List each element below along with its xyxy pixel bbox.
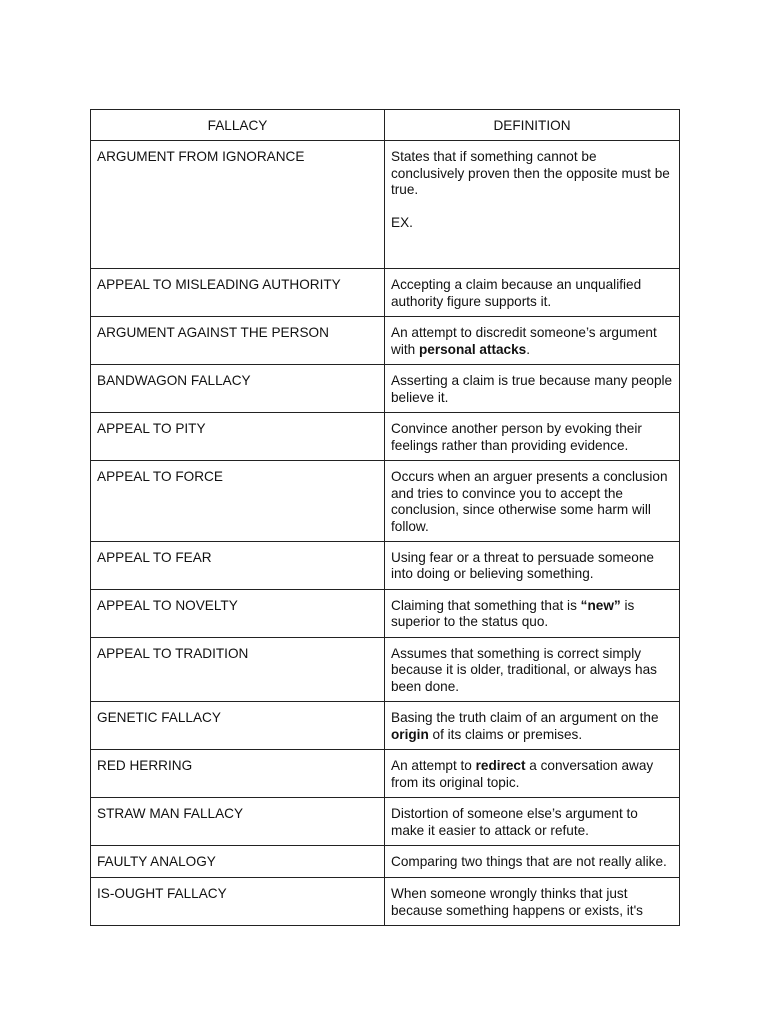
definition-text: Occurs when an arguer presents a conclusion and tries to convince you to accept the conclusion, since otherwise some harm will follow.	[391, 469, 668, 534]
definition-emphasis: origin	[391, 726, 429, 742]
fallacy-name: BANDWAGON FALLACY	[91, 365, 385, 413]
fallacy-name: RED HERRING	[91, 750, 385, 798]
table-row	[91, 878, 680, 926]
definition-text: Distortion of someone else’s argument to make it easier to attack or refute.	[391, 806, 638, 838]
table-row	[91, 269, 680, 317]
fallacy-name: FAULTY ANALOGY	[91, 846, 385, 878]
table-row	[91, 846, 680, 878]
fallacy-definition	[385, 413, 680, 461]
fallacy-definition	[385, 141, 680, 269]
fallacy-name: APPEAL TO PITY	[91, 413, 385, 461]
table-row	[91, 317, 680, 365]
definition-example: EX.	[391, 214, 413, 230]
definition-text: Asserting a claim is true because many people believe it.	[391, 373, 673, 405]
fallacy-definition	[385, 846, 680, 878]
fallacy-name: ARGUMENT FROM IGNORANCE	[91, 141, 385, 269]
fallacy-name: ARGUMENT AGAINST THE PERSON	[91, 317, 385, 365]
definition-text: Claiming that something that is	[391, 598, 581, 614]
definition-text-end: is superior to the status quo.	[391, 598, 635, 630]
definition-text: Convince another person by evoking their feelings rather than providing evidence.	[391, 421, 642, 453]
fallacy-definition	[385, 702, 680, 750]
fallacy-name: APPEAL TO NOVELTY	[91, 590, 385, 638]
table-row	[91, 798, 680, 846]
fallacy-definition	[385, 542, 680, 590]
document-page	[90, 109, 679, 926]
definition-text: Basing the truth claim of an argument on the	[391, 710, 659, 726]
fallacy-definition	[385, 798, 680, 846]
fallacy-definition	[385, 365, 680, 413]
table-row	[91, 638, 680, 702]
fallacy-definition	[385, 461, 680, 542]
definition-emphasis: redirect	[475, 758, 526, 774]
fallacy-definition	[385, 269, 680, 317]
definition-text-end: .	[526, 341, 531, 357]
definition-emphasis: personal attacks	[418, 341, 527, 357]
table-row	[91, 590, 680, 638]
fallacy-name: APPEAL TO FEAR	[91, 542, 385, 590]
table-row	[91, 413, 680, 461]
fallacy-definition	[385, 590, 680, 638]
fallacy-table	[90, 109, 680, 926]
fallacy-definition	[385, 638, 680, 702]
table-row	[91, 141, 680, 269]
column-header-fallacy: FALLACY	[91, 110, 385, 141]
header-row	[91, 110, 680, 141]
fallacy-definition	[385, 878, 680, 926]
table-row	[91, 542, 680, 590]
column-header-definition: DEFINITION	[385, 110, 680, 141]
table-row	[91, 365, 680, 413]
definition-text: Comparing two things that are not really alike.	[391, 854, 667, 870]
fallacy-name: GENETIC FALLACY	[91, 702, 385, 750]
definition-text: An attempt to	[391, 758, 476, 774]
table-row	[91, 702, 680, 750]
fallacy-name: APPEAL TO TRADITION	[91, 638, 385, 702]
table-row	[91, 461, 680, 542]
definition-text: Assumes that something is correct simply because it is older, traditional, or always has been done.	[391, 646, 657, 694]
definition-text-end: a conversation away from its original topic.	[391, 758, 654, 790]
fallacy-name: APPEAL TO MISLEADING AUTHORITY	[91, 269, 385, 317]
fallacy-definition	[385, 317, 680, 365]
definition-text: An attempt to discredit someone’s argument with	[391, 325, 657, 357]
fallacy-name: IS-OUGHT FALLACY	[91, 878, 385, 926]
definition-emphasis: “new”	[580, 598, 621, 614]
definition-text: States that if something cannot be conclusively proven then the opposite must be true.	[391, 149, 670, 198]
definition-text: Accepting a claim because an unqualified authority figure supports it.	[391, 277, 642, 309]
definition-text: Using fear or a threat to persuade someone into doing or believing something.	[391, 550, 654, 582]
table-row	[91, 750, 680, 798]
fallacy-name: STRAW MAN FALLACY	[91, 798, 385, 846]
definition-text: When someone wrongly thinks that just because something happens or exists, it's	[391, 886, 643, 918]
fallacy-definition	[385, 750, 680, 798]
definition-text-end: of its claims or premises.	[428, 726, 583, 742]
fallacy-name: APPEAL TO FORCE	[91, 461, 385, 542]
